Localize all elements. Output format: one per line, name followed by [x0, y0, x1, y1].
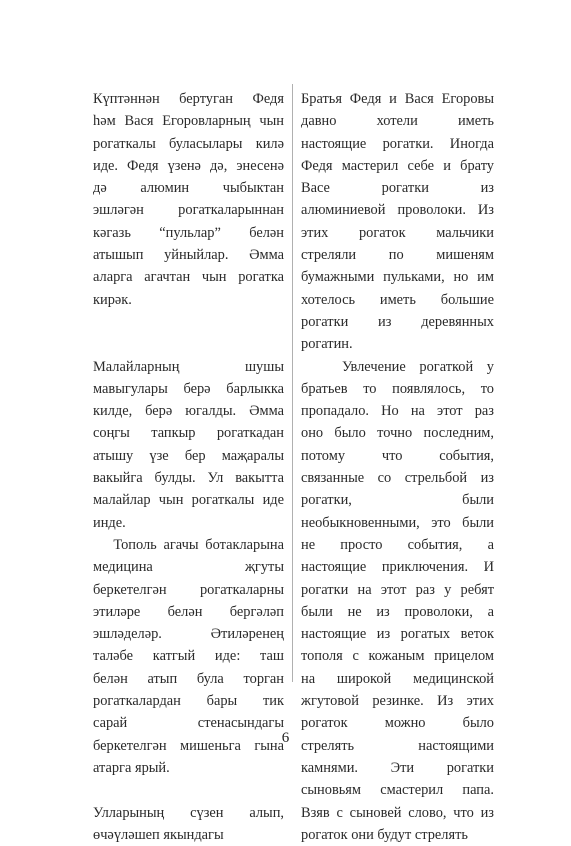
text-line: атышып уйныйлар. Әмма [93, 244, 284, 266]
text-line: братьев то появлялось, то [301, 378, 494, 400]
right-paragraph-2 [301, 356, 494, 846]
text-line: атышу үзе бер маҗаралы [93, 445, 284, 467]
text-line: беркетелгән мишеньга гына [93, 735, 284, 757]
text-line: һәм Вася Егоровларның чын [93, 110, 284, 132]
text-line: эшләделәр. Әтиләренең [93, 623, 284, 645]
text-line: рогаток они будут стрелять [301, 824, 494, 846]
text-line: медицина җгуты [93, 556, 284, 578]
text-line: рогатки на этот раз у ребят [301, 579, 494, 601]
text-line: инде. [93, 512, 284, 534]
text-line: дә алюмин чыбыктан [93, 177, 284, 199]
text-line: Малайларның шушы [93, 356, 284, 378]
text-line: Братья Федя и Вася Егоровы [301, 88, 494, 110]
text-line: Күптәннән бертуган Федя [93, 88, 284, 110]
text-line: иде. Федя үзенә дә, энесенә [93, 155, 284, 177]
text-line: мавыгулары берә барлыкка [93, 378, 284, 400]
text-line: жгутовой резинке. Из этих [301, 690, 494, 712]
text-line: рогатин. [301, 333, 494, 355]
text-line: рогаткалардан бары тик [93, 690, 284, 712]
text-line: камнями. Эти рогатки [301, 757, 494, 779]
text-line: Улларының сүзен алып, [93, 802, 284, 824]
text-line: килде, берә югалды. Әмма [93, 400, 284, 422]
text-line: соңгы тапкыр рогаткадан [93, 422, 284, 444]
text-line: эшләгән рогаткаларыннан [93, 199, 284, 221]
text-line: стрелять настоящими [301, 735, 494, 757]
text-line: аларга агачтан чын рогатка [93, 266, 284, 288]
text-line: этиләре белән бергәләп [93, 601, 284, 623]
text-line: малайлар чын рогаткалы иде [93, 489, 284, 511]
text-line: вакыйга булды. Ул вакытта [93, 467, 284, 489]
text-line: атарга ярый. [93, 757, 284, 779]
text-line: настоящие рогатки. Иногда [301, 133, 494, 155]
text-line: хотелось иметь большие [301, 289, 494, 311]
text-line: Федя мастерил себе и брату [301, 155, 494, 177]
text-line: кәгазь “пульлар” белән [93, 222, 284, 244]
text-line: рогаток можно было [301, 712, 494, 734]
left-paragraph-1 [93, 88, 284, 311]
text-line: оно было точно последним, [301, 422, 494, 444]
text-line: настоящие из рогатых веток [301, 623, 494, 645]
text-line: Васе рогатки из [301, 177, 494, 199]
text-line: настоящие приключения. И [301, 556, 494, 578]
text-line: Увлечение рогаткой у [301, 356, 494, 378]
text-line: алюминиевой проволоки. Из [301, 199, 494, 221]
text-line: рогаткалы буласылары килә [93, 133, 284, 155]
text-line: бумажными пульками, но им [301, 266, 494, 288]
left-paragraph-2 [93, 356, 284, 534]
text-line: беркетелгән рогаткаларны [93, 579, 284, 601]
right-paragraph-1 [301, 88, 494, 356]
text-line: рогатки из деревянных [301, 311, 494, 333]
text-line: необыкновенными, это были [301, 512, 494, 534]
text-line: өчәүләшеп якындагы [93, 824, 284, 846]
text-line: пропадало. Но на этот раз [301, 400, 494, 422]
text-line: таләбе катгый иде: таш [93, 645, 284, 667]
text-line: не просто события, а [301, 534, 494, 556]
text-line: связанные со стрельбой из [301, 467, 494, 489]
left-paragraph-4 [93, 802, 284, 846]
text-line: Взяв с сыновей слово, что из [301, 802, 494, 824]
text-line: кирәк. [93, 289, 284, 311]
text-line: на широкой медицинской [301, 668, 494, 690]
text-line: этих рогаток мальчики [301, 222, 494, 244]
text-line: стреляли по мишеням [301, 244, 494, 266]
text-line: потому что события, [301, 445, 494, 467]
text-line: сыновьям смастерил папа. [301, 779, 494, 801]
text-line: Тополь агачы ботакларына [93, 534, 284, 556]
column-divider [292, 84, 293, 682]
text-line: были не из проволоки, а [301, 601, 494, 623]
text-line: тополя с кожаным прицелом [301, 645, 494, 667]
text-line: рогатки, были [301, 489, 494, 511]
text-line: сарай стенасындагы [93, 712, 284, 734]
page-number: 6 [0, 730, 571, 747]
text-line: давно хотели иметь [301, 110, 494, 132]
text-line: белән атып була торган [93, 668, 284, 690]
